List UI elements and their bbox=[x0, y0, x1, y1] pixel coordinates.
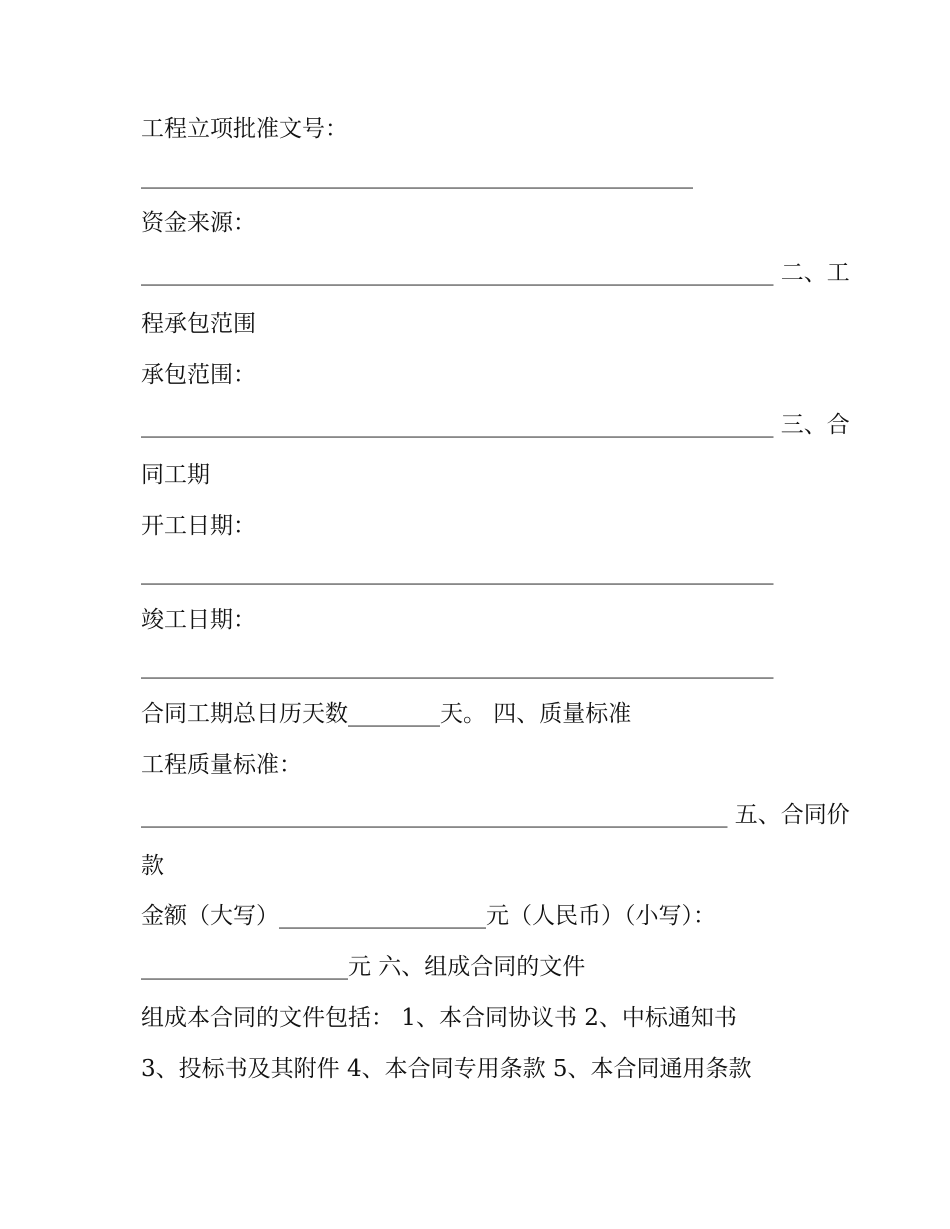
total-days-section-four: 合同工期总日历天数________天。 四、质量标准 bbox=[141, 701, 632, 727]
amount-blank-section-six: __________________元 六、组成合同的文件 bbox=[141, 954, 586, 980]
fund-source-label: 资金来源： bbox=[141, 210, 256, 236]
fund-source-blank-section-two: _______________________________________________________ 二、工 bbox=[141, 260, 850, 286]
contract-documents-line-2: 3、投标书及其附件 4、本合同专用条款 5、本合同通用条款 bbox=[141, 1056, 752, 1082]
completion-date-label: 竣工日期： bbox=[141, 607, 256, 633]
scope-label: 承包范围： bbox=[141, 362, 256, 388]
amount-line: 金额（大写）__________________元（人民币）（小写）： bbox=[141, 903, 716, 929]
contract-documents-line-1: 组成本合同的文件包括： 1、本合同协议书 2、中标通知书 bbox=[141, 1005, 737, 1031]
start-date-label: 开工日期： bbox=[141, 513, 256, 539]
start-date-blank: _______________________________________________________ bbox=[141, 559, 774, 585]
quality-standard-label: 工程质量标准： bbox=[141, 752, 302, 778]
project-approval-blank: ________________________________________________ bbox=[141, 163, 693, 189]
section-three-heading-cont: 同工期 bbox=[141, 462, 210, 488]
section-five-heading-cont: 款 bbox=[141, 853, 164, 879]
scope-blank-section-three: _______________________________________________________ 三、合 bbox=[141, 412, 850, 438]
section-two-heading-cont: 程承包范围 bbox=[141, 311, 256, 337]
quality-blank-section-five: ___________________________________________________ 五、合同价 bbox=[141, 802, 850, 828]
project-approval-label: 工程立项批准文号： bbox=[141, 116, 348, 142]
completion-date-blank: _______________________________________________________ bbox=[141, 653, 774, 679]
